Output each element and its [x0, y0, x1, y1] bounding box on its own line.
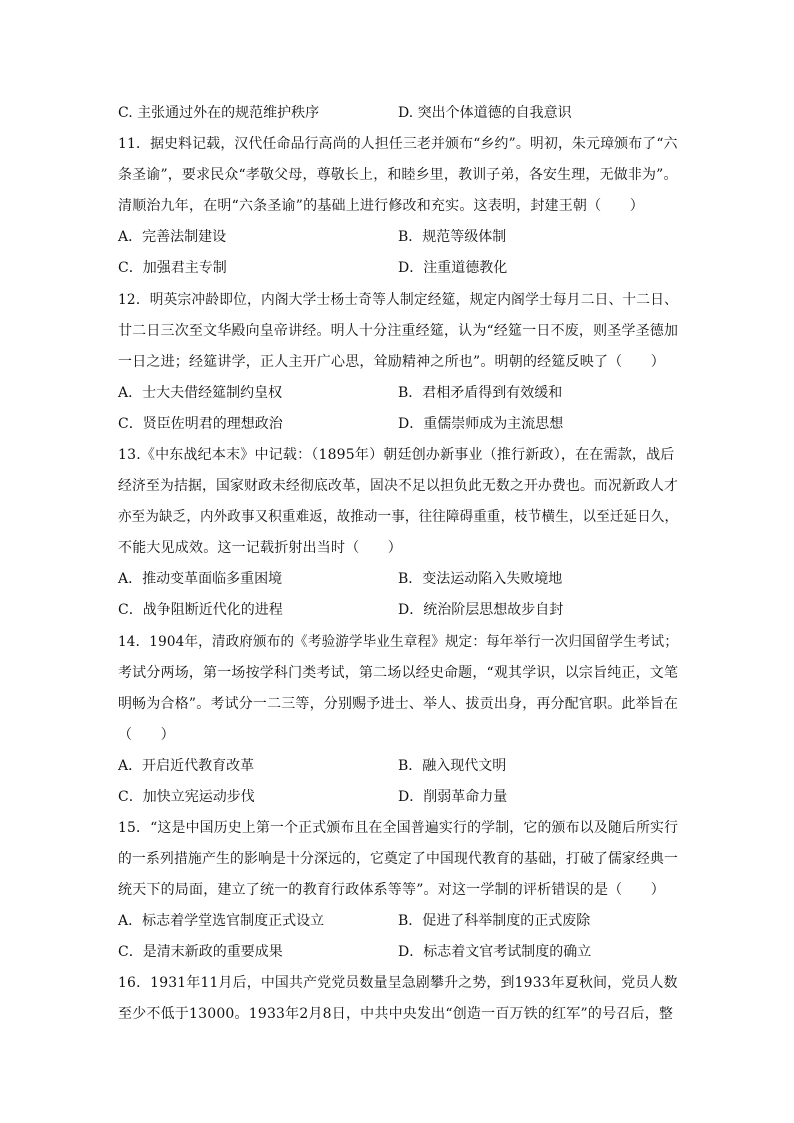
q14-stem-line: 14．1904年，清政府颁布的《考验游学毕业生章程》规定：每年举行一次归国留学生考试；: [118, 634, 679, 650]
q14-stem-line: （ ）: [118, 727, 175, 743]
q14-stem-line: 明畅为合格”。考试分一二三等，分别赐予进士、举人、拔贡出身，再分配官职。此举旨在: [118, 696, 679, 712]
q14-option-d: D．削弱革命力量: [398, 789, 508, 805]
q15-option-d: D．标志着文官考试制度的确立: [398, 944, 592, 960]
q14-option-c: C．加快立宪运动步伐: [118, 789, 255, 805]
q13-stem-line: 经济至为拮据，国家财政未经彻底改革，固决不足以担负此无数之开办费也。而况新政人才: [118, 478, 678, 494]
q11-option-d: D．注重道德教化: [398, 260, 508, 276]
q13-option-b: B．变法运动陷入失败境地: [398, 571, 563, 587]
q15-option-c: C．是清末新政的重要成果: [118, 944, 283, 960]
q13-stem-line: 不能大见成效。这一记载折射出当时（ ）: [118, 540, 402, 556]
q14-stem-line: 考试分两场，第一场按学科门类考试，第二场以经史命题，“观其学识，以宗旨纯正，文笔: [118, 665, 679, 681]
q11-option-c: C．加强君主专制: [118, 260, 227, 276]
q12-option-b: B．君相矛盾得到有效缓和: [398, 385, 563, 401]
q15-option-a: A．标志着学堂选官制度正式设立: [118, 913, 325, 929]
q12-option-d: D．重儒崇师成为主流思想: [398, 416, 564, 432]
q12-stem-line: 一日之进；经筵讲学，正人主开广心思，耸励精神之所也”。明朝的经筵反映了（ ）: [118, 354, 665, 370]
q15-stem-line: 的一系列措施产生的影响是十分深远的，它奠定了中国现代教育的基础，打破了儒家经典一: [118, 851, 678, 867]
q15-stem-line: 15．“这是中国历史上第一个正式颁布且在全国普遍实行的学制，它的颁布以及随后所实行: [118, 820, 679, 836]
q12-stem-line: 廿二日三次至文华殿向皇帝讲经。明人十分注重经筵，认为“经筵一日不废，则圣学圣德加: [118, 323, 679, 339]
q15-option-b: B．促进了科举制度的正式废除: [398, 913, 591, 929]
q14-option-b: B．融入现代文明: [398, 758, 507, 774]
q10-option-d: D. 突出个体道德的自我意识: [398, 105, 572, 121]
q10-option-c: C. 主张通过外在的规范维护秩序: [118, 105, 320, 121]
q12-option-a: A．士大夫借经筵制约皇权: [118, 385, 283, 401]
q13-option-d: D．统治阶层思想故步自封: [398, 602, 564, 618]
q11-stem-line: 11．据史料记载，汉代任命品行高尚的人担任三老并颁布“乡约”。明初，朱元璋颁布了“六: [118, 136, 678, 152]
q13-option-a: A．推动变革面临多重困境: [118, 571, 283, 587]
q11-option-b: B．规范等级体制: [398, 229, 507, 245]
q11-stem-line: 清顺治九年，在明“六条圣谕”的基础上进行修改和充实。这表明，封建王朝（ ）: [118, 198, 644, 214]
q11-option-a: A．完善法制建设: [118, 229, 227, 245]
q12-stem-line: 12．明英宗冲龄即位，内阁大学士杨士奇等人制定经筵，规定内阁学士每月二日、十二日、: [118, 292, 679, 308]
q12-option-c: C．贤臣佐明君的理想政治: [118, 416, 283, 432]
q13-option-c: C．战争阻断近代化的进程: [118, 602, 283, 618]
q14-option-a: A．开启近代教育改革: [118, 758, 255, 774]
q11-stem-line: 条圣谕”，要求民众“孝敬父母，尊敬长上，和睦乡里，教训子弟，各安生理，无做非为”。: [118, 167, 678, 183]
q15-stem-line: 统天下的局面，建立了统一的教育行政体系等等”。对这一学制的评析错误的是（ ）: [118, 882, 665, 898]
q13-stem-line: 13.《中东战纪本末》中记载：（1895年）朝廷创办新事业（推行新政），在在需款，战后: [118, 447, 675, 463]
q13-stem-line: 亦至为缺乏，内外政事又积重难返，故推动一事，往往障碍重重，枝节横生，以至迁延日久，: [118, 509, 679, 525]
q16-stem-line: 至少不低于13000。1933年2月8日，中共中央发出“创造一百万铁的红军”的号召后，整: [118, 1006, 674, 1022]
q16-stem-line: 16．1931年11月后，中国共产党党员数量呈急剧攀升之势，到1933年夏秋间，党员人数: [118, 975, 678, 991]
